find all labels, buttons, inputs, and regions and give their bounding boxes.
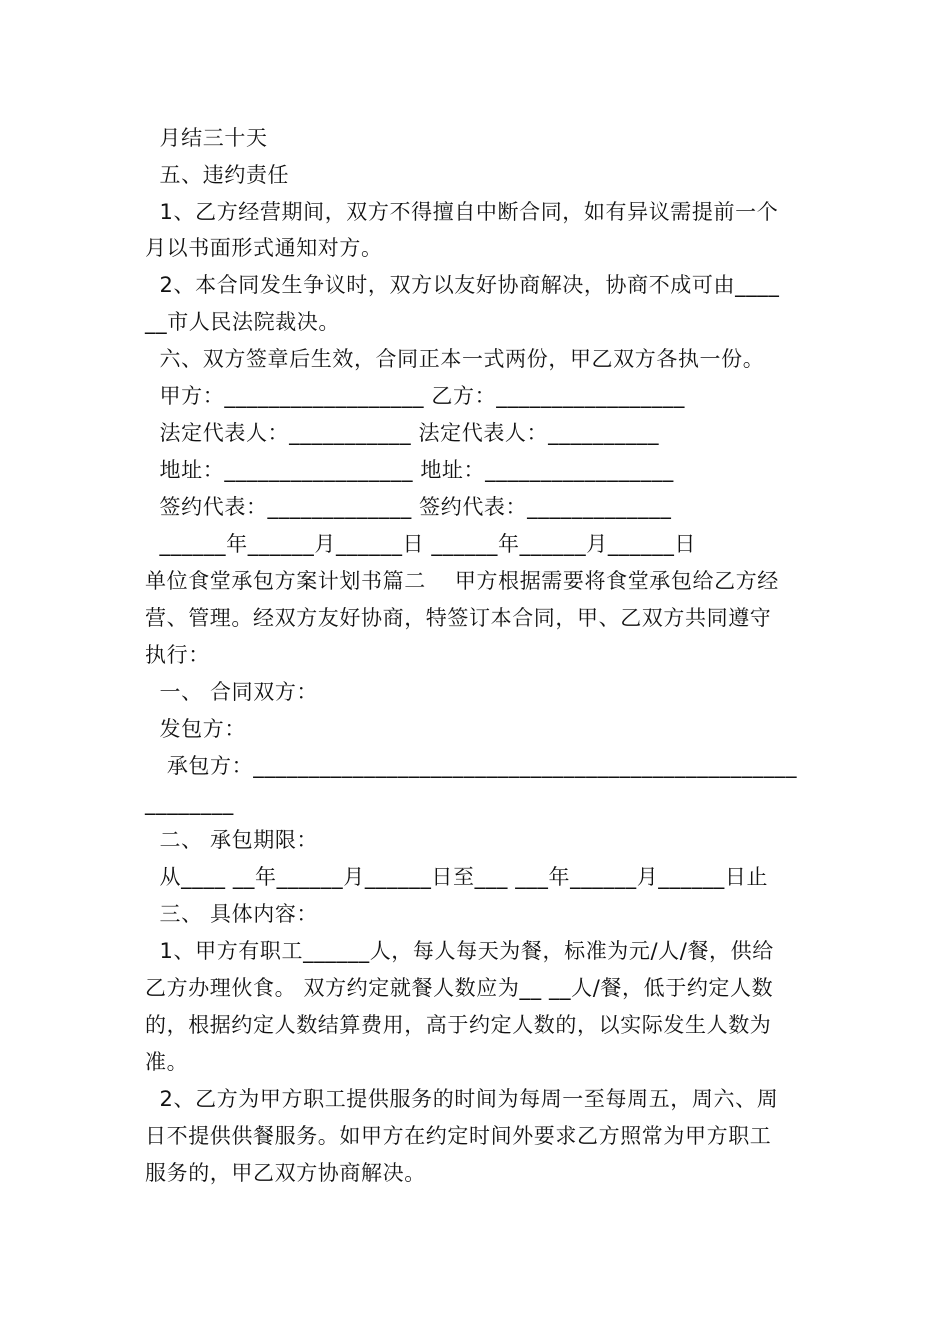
- date-line: ______年______月______日 ______年______月______日: [145, 532, 697, 556]
- text-line: 2、乙方为甲方职工提供服务的时间为每周一至每周五，周六、周: [145, 1087, 779, 1111]
- text-line: 月以书面形式通知对方。: [145, 236, 383, 260]
- text-line: 服务的，甲乙双方协商解决。: [145, 1161, 426, 1185]
- signature-line: 法定代表人：___________ 法定代表人：__________: [145, 421, 660, 445]
- text-line: 营、管理。经双方友好协商，特签订本合同，甲、乙双方共同遵守: [145, 606, 772, 630]
- text-line: 2、本合同发生争议时，双方以友好协商解决，协商不成可由____: [145, 273, 780, 297]
- text-line: 发包方：: [145, 717, 246, 741]
- text-line: 月结三十天: [145, 126, 268, 150]
- text-line: 五、违约责任: [145, 163, 290, 187]
- date-line: 从____ __年______月______日至___ ___年______月______日止: [145, 865, 769, 889]
- text-line: 一、 合同双方：: [145, 680, 319, 704]
- text-line: 准。: [145, 1050, 189, 1074]
- text-line: 乙方办理伙食。 双方约定就餐人数应为__ __人/餐，低于约定人数: [145, 976, 774, 1000]
- text-line: 承包方：_________________________________________________: [145, 754, 798, 778]
- signature-line: 甲方：__________________ 乙方：_________________: [145, 384, 685, 408]
- signature-line: 地址：_________________ 地址：_________________: [145, 458, 674, 482]
- text-line: 三、 具体内容：: [145, 902, 319, 926]
- text-line: 1、乙方经营期间，双方不得擅自中断合同，如有异议需提前一个: [145, 200, 779, 224]
- text-line: 执行：: [145, 643, 210, 667]
- text-line: 日不提供供餐服务。如甲方在约定时间外要求乙方照常为甲方职工: [145, 1124, 772, 1148]
- signature-line: 签约代表：_____________ 签约代表：_____________: [145, 495, 672, 519]
- text-line: 六、双方签章后生效，合同正本一式两份，甲乙双方各执一份。: [145, 347, 765, 371]
- section-heading: 单位食堂承包方案计划书篇二 甲方根据需要将食堂承包给乙方经: [145, 569, 779, 593]
- text-line: 二、 承包期限：: [145, 828, 319, 852]
- text-line: 1、甲方有职工______人，每人每天为餐，标准为元/人/餐，供给: [145, 939, 774, 963]
- text-line: 的，根据约定人数结算费用，高于约定人数的，以实际发生人数为: [145, 1013, 772, 1037]
- text-line: __市人民法院裁决。: [145, 310, 340, 334]
- text-line: ________: [145, 791, 234, 815]
